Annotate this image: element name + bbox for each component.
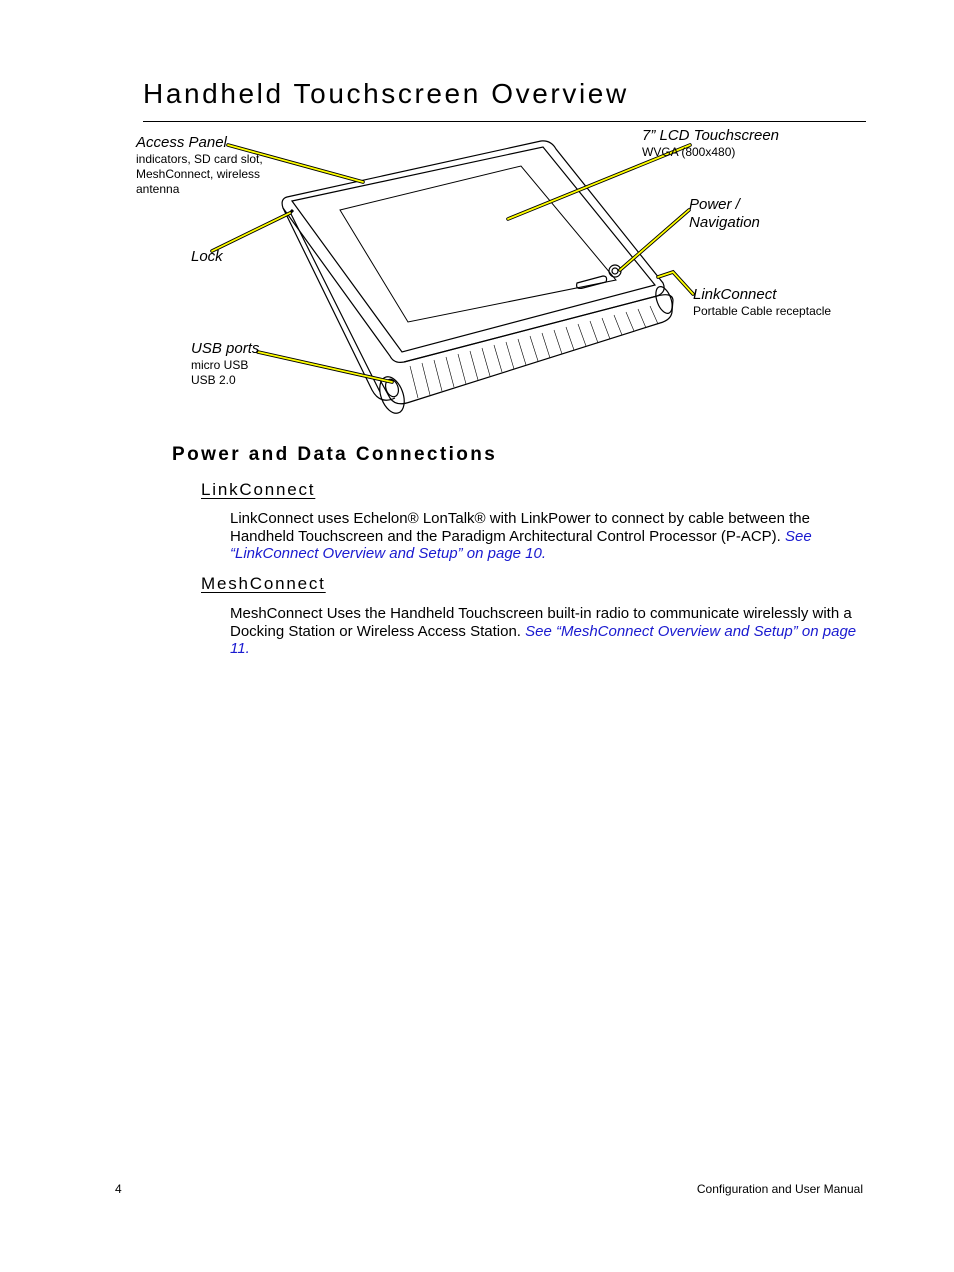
callout-power-navigation: Power / Navigation xyxy=(689,196,760,231)
device-body xyxy=(282,141,675,417)
paragraph-linkconnect: LinkConnect uses Echelon® LonTalk® with LinkPower to connect by cable between the Handheld Touchscreen and the Paradigm Architectural Control Processor (P-ACP). See “LinkConnect Overview and Setup” on page 10. xyxy=(230,510,812,562)
section-heading: Power and Data Connections xyxy=(172,444,498,465)
link-meshconnect-overview[interactable]: See “MeshConnect Overview and Setup” on page 11 xyxy=(230,622,857,657)
page-title: Handheld Touchscreen Overview xyxy=(143,78,629,109)
subheading-linkconnect: LinkConnect xyxy=(201,480,316,499)
title-rule xyxy=(143,121,866,122)
subheading-meshconnect: MeshConnect xyxy=(201,574,326,593)
callout-linkconnect: LinkConnect Portable Cable receptacle xyxy=(693,286,832,318)
paragraph-meshconnect: MeshConnect Uses the Handheld Touchscreen built-in radio to communicate wirelessly with a Docking Station or Wireless Access Station. See “MeshConnect Overview and Setup” on page 11. xyxy=(230,605,857,657)
callout-lock: Lock xyxy=(191,248,223,265)
callout-lcd-touchscreen: 7” LCD Touchscreen WVGA (800x480) xyxy=(642,127,780,159)
callout-access-panel-label: Access Panel xyxy=(136,134,227,151)
link-linkconnect-overview[interactable]: See “LinkConnect Overview and Setup” on page 10 xyxy=(230,527,812,562)
device-figure xyxy=(0,125,954,425)
footer-title: Configuration and User Manual xyxy=(696,1182,863,1196)
callout-lcd-label: 7” LCD Touchscreen xyxy=(642,127,780,144)
callout-access-panel: Access Panel indicators, SD card slot, MeshConnect, wireless antenna xyxy=(136,134,263,196)
callout-usb-ports: USB ports micro USB USB 2.0 xyxy=(191,340,260,387)
page-number: 4 xyxy=(115,1182,122,1196)
